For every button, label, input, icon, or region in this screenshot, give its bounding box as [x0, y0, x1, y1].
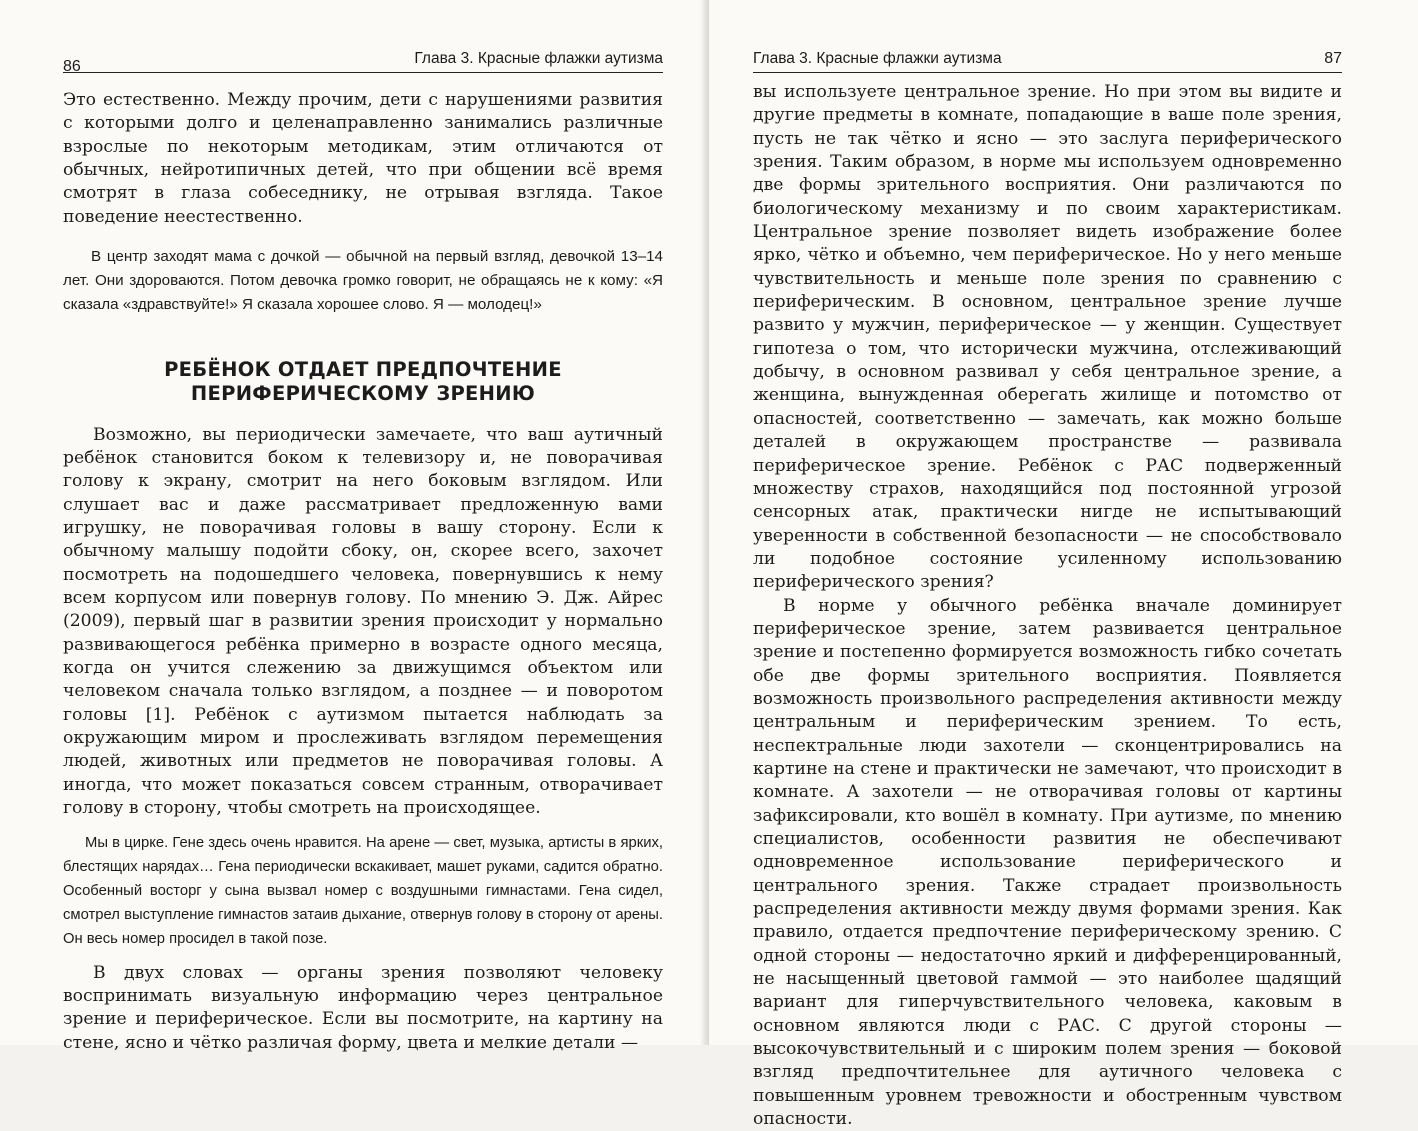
paragraph: вы используете центральное зрение. Но при этом вы видите и другие предметы в комнате, попадающие в ваше поле зрения, пусть не так чётко и ясно — это заслуга периферического зрения. Таким образом, в норме мы используем одновременно две формы зрительного восприятия. Они различаются по биологическому механизму и по своим характеристикам. Центральное зрение позволяет видеть изображение более ярко, чётко и объемно, чем периферическое. Но у него меньше чувствительность и меньше поле зрения по сравнению с периферическим. В основном, центральное зрение лучше развито у мужчин, периферическое — у женщин. Существует гипотеза о том, что исторически мужчина, отслеживающий добычу, в основном развивал у себя центральное зрение, а женщина, вынужденная оберегать жилище и потомство от опасностей, соответственно — замечать, как можно больше деталей в окружающем пространстве — развивала периферическое зрение. Ребёнок с РАС подверженный множеству страхов, находящийся под постоянной угрозой сенсорных атак, практически нигде не испытывающий уверенности в собственной безопасности — не способствовало ли подобное состояние усиленному использованию периферического зрения?: [753, 82, 1342, 593]
running-header: [753, 44, 1342, 73]
section-heading-line: РЕБЁНОК ОТДАЕТ ПРЕДПОЧТЕНИЕ: [164, 357, 562, 381]
section-heading-line: ПЕРИФЕРИЧЕСКОМУ ЗРЕНИЮ: [190, 381, 536, 405]
chapter-title: Глава 3. Красные флажки аутизма: [753, 50, 1002, 67]
page-number: 87: [1324, 50, 1342, 67]
paragraph: В норме у обычного ребёнка вначале доминирует периферическое зрение, затем развивается центральное зрение и постепенно формируется возможность гибко сочетать обе две формы зрительного восприятия. Появляется возможность произвольного распределения активности между центральным и периферическим зрением. То есть, неспектральные люди захотели — сконцентрировались на картине на стене и практически не замечают, что происходит в комнате. А захотели — не отворачивая головы от картины зафиксировали, кто вошёл в комнату. При аутизме, по мнению специалистов, особенности развития не обеспечивают одновременное использование периферического и центрального зрения. Также страдает произвольность распределения активности между двумя формами зрения. Как правило, отдается предпочтение периферическому зрению. С одной стороны — недостаточно яркий и дифференцированный, не насыщенный цветовой гаммой — это наиболее щадящий вариант для гиперчувствительного человека, каковым в основном являются люди с РАС. С другой стороны — высокочувствительный и с широким полем зрения — боковой взгляд предпочтительнее для аутичного человека с повышенным уровнем тревожности и обостренным чувством опасности.: [753, 595, 1342, 1130]
running-header: [63, 44, 663, 73]
page-number: 86: [63, 58, 81, 75]
section-heading: [63, 358, 663, 406]
body-text: [63, 424, 663, 821]
example-case: В центр заходят мама с дочкой — обычной на первый взгляд, девочкой 13–14 лет. Они здороваются. Потом девочка громко говорит, не обращаясь не к кому: «Я сказала «здравствуйте!» Я сказала хорошее слово. Я — молодец!»: [63, 248, 663, 314]
chapter-title: Глава 3. Красные флажки аутизма: [414, 50, 663, 67]
paragraph: Это естественно. Между прочим, дети с нарушениями развития с которыми долго и целенаправленно занимались различные взрослые по некоторым методикам, этим отличаются от обычных, нейротипичных детей, что при общении всё время смотрят в глаза собеседнику, не отрывая взгляда. Такое поведение неестественно.: [63, 90, 663, 227]
paragraph: В двух словах — органы зрения позволяют человеку воспринимать визуальную информацию через центральное зрение и периферическое. Если вы посмотрите, на картину на стене, ясно и чётко различая форму, цвета и мелкие детали —: [63, 962, 663, 1053]
right-page: [709, 0, 1418, 1130]
body-text: [63, 89, 663, 229]
example-case: Мы в цирке. Гене здесь очень нравится. На арене — свет, музыка, артисты в ярких, блестящих нарядах… Гена периодически вскакивает, машет руками, садится обратно. Особенный восторг у сына вызвал номер с воздушными гимнастами. Гена сидел, смотрел выступление гимнастов затаив дыхание, отвернув голову в сторону от арены. Он весь номер просидел в такой позе.: [63, 834, 663, 948]
body-text: [753, 81, 1342, 1131]
body-text: [63, 962, 663, 1055]
left-page: [0, 0, 709, 1053]
paragraph: Возможно, вы периодически замечаете, что ваш аутичный ребёнок становится боком к телевизору и, не поворачивая голову к экрану, смотрит на него боковым взглядом. Или слушает вас и даже рассматривает предложенную вами игрушку, не поворачивая головы в вашу сторону. Если к обычному малышу подойти сбоку, он, скорее всего, захочет посмотреть на подошедшего человека, повернувшись к нему всем корпусом или повернув голову. По мнению Э. Дж. Айрес (2009), первый шаг в развитии зрения происходит у нормально развивающегося ребёнка примерно в возрасте одного месяца, когда он учится слежению за движущимся объектом или человеком сначала только взглядом, а позднее — и поворотом головы [1]. Ребёнок с аутизмом пытается наблюдать за окружающим миром и прослеживать взглядом перемещения людей, животных или предметов не поворачивая головы. А иногда, что может показаться совсем странным, отворачивает голову в сторону, чтобы смотреть на происходящее.: [63, 424, 663, 819]
